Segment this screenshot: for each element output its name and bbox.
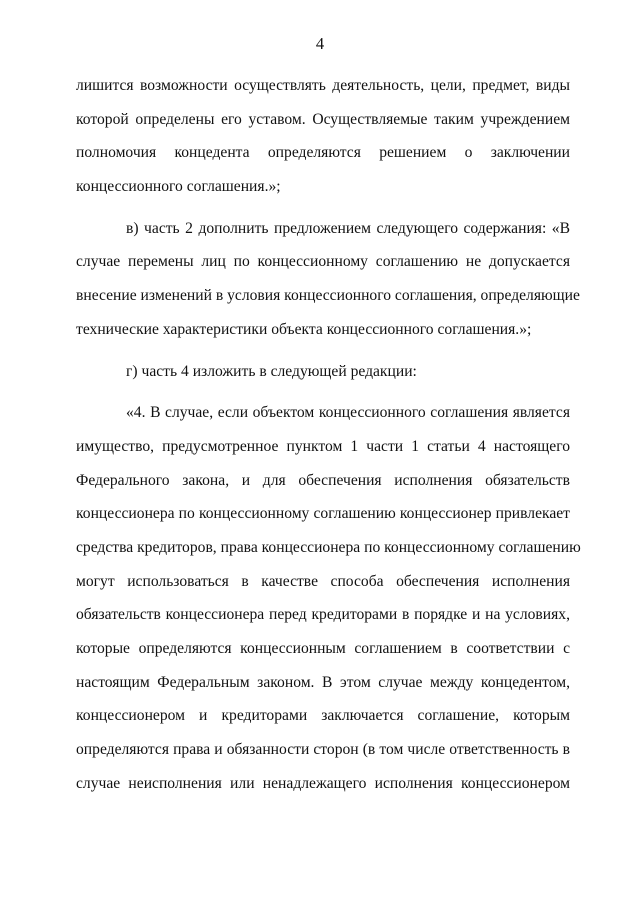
- text-line: концессионного соглашения.»;: [76, 178, 281, 196]
- text-line: концессионера по концессионному соглашению концессионер привлекает: [76, 505, 570, 523]
- text-line: которой определены его уставом. Осуществляемые таким учреждением: [76, 110, 570, 128]
- paragraph-4: [76, 396, 581, 800]
- text-line: средства кредиторов, права концессионера по концессионному соглашению: [76, 538, 581, 556]
- paragraph-1: [76, 69, 570, 204]
- text-line: которые определяются концессионным соглашением в соответствии с: [76, 640, 570, 657]
- paragraph-3: [76, 355, 570, 389]
- text-line: лишится возможности осуществлять деятельность, цели, предмет, виды: [76, 77, 570, 94]
- text-line: полномочия концедента определяются решением о заключении: [76, 144, 570, 162]
- text-line: случае перемены лиц по концессионному соглашению не допускается: [76, 253, 570, 271]
- page-number: 4: [315, 34, 325, 53]
- text-line: настоящим Федеральным законом. В этом случае между концедентом,: [76, 673, 570, 691]
- document-body: [76, 69, 581, 800]
- text-line: внесение изменений в условия концессионного соглашения, определяющие: [76, 287, 580, 305]
- text-line: в) часть 2 дополнить предложением следующего содержания: «В: [126, 219, 570, 237]
- text-line: г) часть 4 изложить в следующей редакции:: [126, 362, 417, 380]
- text-line: случае неисполнения или ненадлежащего исполнения концессионером: [76, 774, 570, 792]
- text-line: технические характеристики объекта концессионного соглашения.»;: [76, 320, 532, 338]
- text-line: Федерального закона, и для обеспечения исполнения обязательств: [76, 471, 570, 489]
- text-line: определяются права и обязанности сторон (в том числе ответственность в: [76, 741, 570, 759]
- paragraph-spacing: [76, 347, 570, 355]
- paragraph-2: [76, 212, 580, 347]
- text-line: обязательств концессионера перед кредиторами в порядке и на условиях,: [76, 606, 570, 624]
- text-line: «4. В случае, если объектом концессионного соглашения является: [126, 404, 570, 422]
- paragraph-spacing: [76, 204, 570, 212]
- text-line: имущество, предусмотренное пунктом 1 части 1 статьи 4 настоящего: [76, 437, 570, 455]
- text-line: могут использоваться в качестве способа обеспечения исполнения: [76, 572, 570, 590]
- text-line: концессионером и кредиторами заключается соглашение, которым: [76, 707, 570, 725]
- paragraph-spacing: [76, 388, 570, 396]
